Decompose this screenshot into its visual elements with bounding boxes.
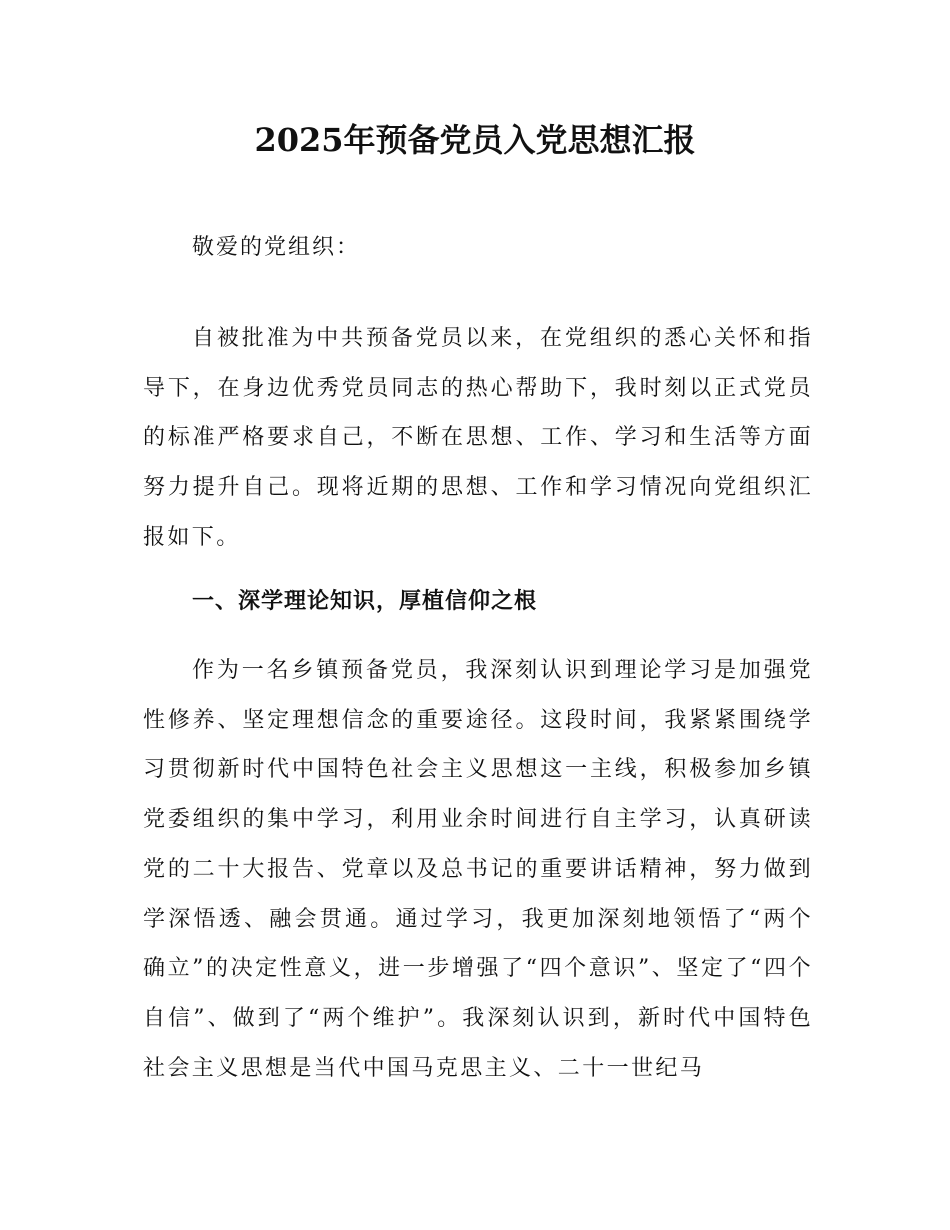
section-1-paragraph: 作为一名乡镇预备党员，我深刻认识到理论学习是加强党性修养、坚定理想信念的重要途径。这段时间，我紧紧围绕学习贯彻新时代中国特色社会主义思想这一主线，积极参加乡镇党委组织的集中学习，利用业余时间进行自主学习，认真研读党的二十大报告、党章以及总书记的重要讲话精神，努力做到学深悟透、融会贯通。通过学习，我更加深刻地领悟了“两个确立”的决定性意义，进一步增强了“四个意识”、坚定了“四个自信”、做到了“两个维护”。我深刻认识到，新时代中国特色社会主义思想是当代中国马克思主义、二十一世纪马 (143, 658, 813, 1081)
salutation: 敬爱的党组织： (192, 235, 361, 260)
section-1-heading: 一、深学理论知识，厚植信仰之根 (192, 589, 538, 614)
document-title: 2025年预备党员入党思想汇报 (254, 121, 696, 159)
intro-paragraph: 自被批准为中共预备党员以来，在党组织的悉心关怀和指导下，在身边优秀党员同志的热心帮助下，我时刻以正式党员的标准严格要求自己，不断在思想、工作、学习和生活等方面努力提升自己。现将近期的思想、工作和学习情况向党组织汇报如下。 (143, 326, 813, 550)
